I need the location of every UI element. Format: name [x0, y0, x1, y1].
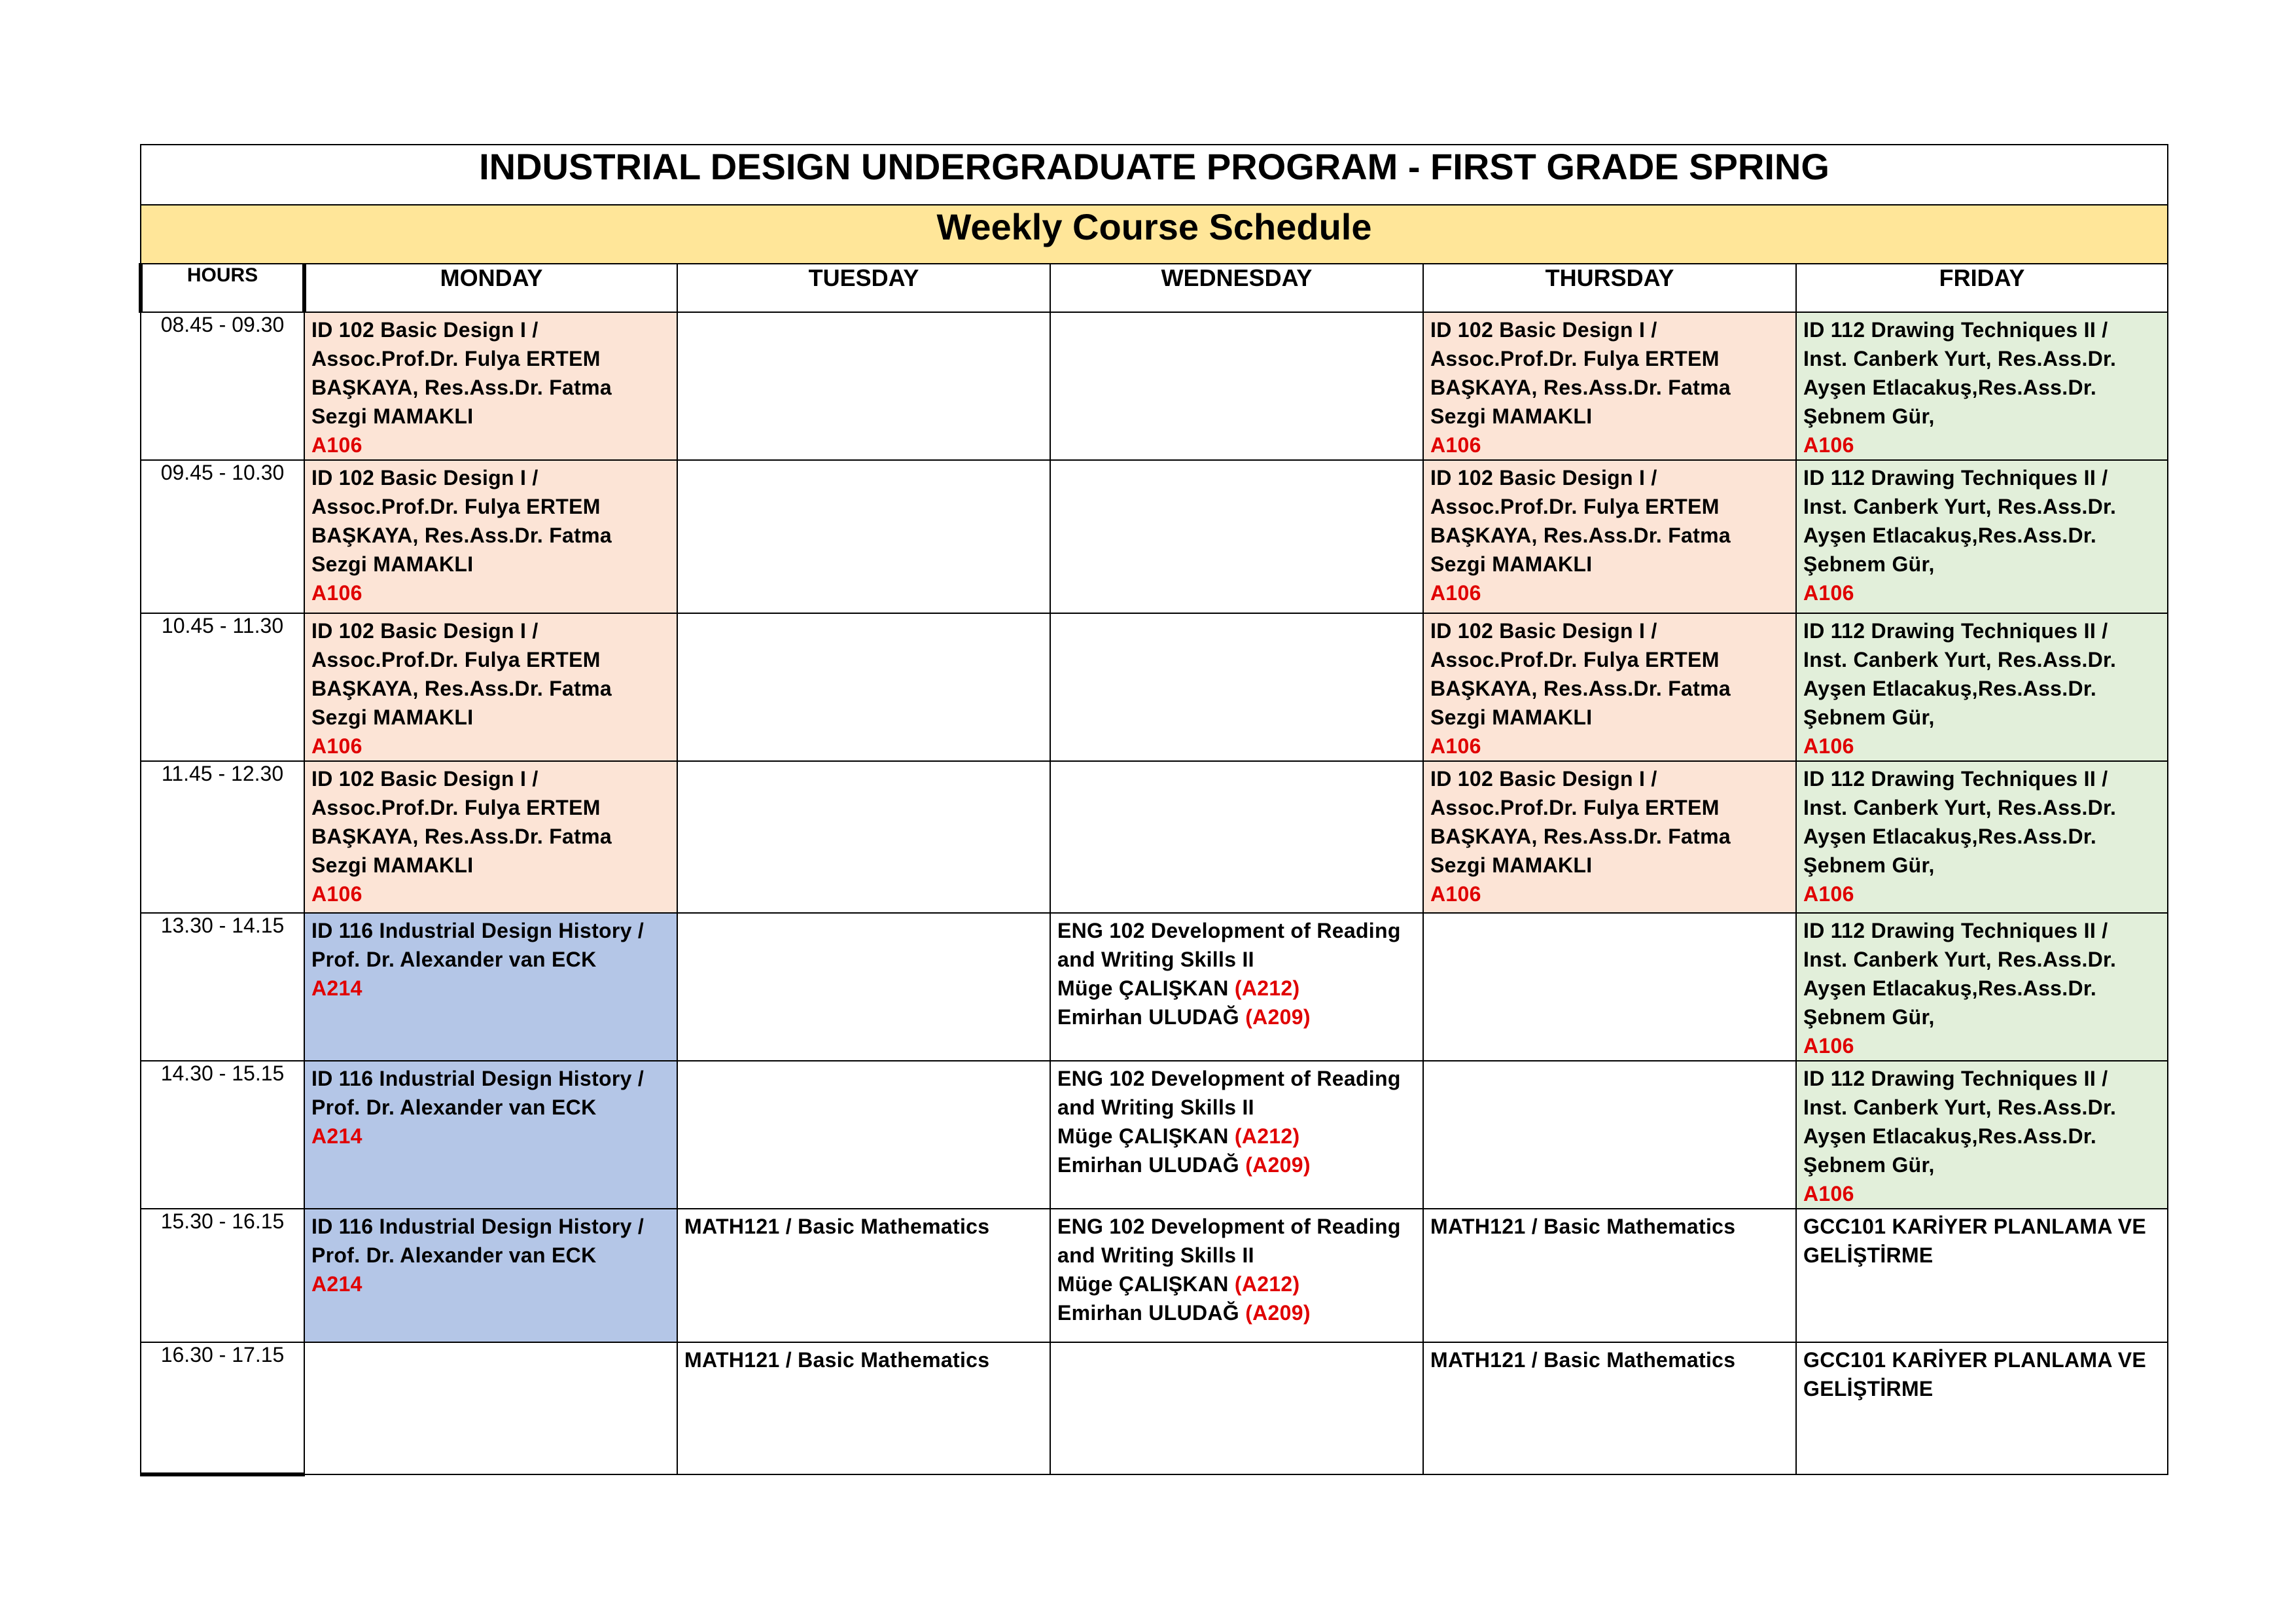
course-text-line: BAŞKAYA, Res.Ass.Dr. Fatma: [1430, 376, 1731, 399]
course-cell-eng102: [1050, 913, 1423, 1061]
course-text-line: Inst. Canberk Yurt, Res.Ass.Dr.: [1803, 347, 2117, 370]
schedule-subtitle: Weekly Course Schedule: [141, 205, 2168, 264]
empty-cell: [1050, 613, 1423, 761]
empty-cell: [677, 613, 1050, 761]
teacher-line: [1057, 1003, 1417, 1031]
schedule-row: [141, 312, 2168, 460]
teacher-name: Emirhan ULUDAĞ: [1057, 1005, 1246, 1029]
course-text-line: MATH121 / Basic Mathematics: [1430, 1348, 1736, 1372]
course-text-line: MATH121 / Basic Mathematics: [1430, 1215, 1736, 1238]
course-cell-id112: [1796, 312, 2168, 460]
course-text-line: Prof. Dr. Alexander van ECK: [311, 948, 597, 971]
course-cell-id102: [1423, 460, 1796, 613]
course-text-line: Inst. Canberk Yurt, Res.Ass.Dr.: [1803, 648, 2117, 671]
course-text-line: Assoc.Prof.Dr. Fulya ERTEM: [311, 648, 601, 671]
empty-cell: [304, 1342, 677, 1474]
room-label: A214: [311, 1272, 362, 1296]
course-text-line: ID 102 Basic Design I /: [311, 466, 539, 490]
teacher-line: [1057, 1270, 1417, 1298]
course-cell-id102: [304, 761, 677, 913]
course-cell-id102: [304, 613, 677, 761]
tuesday-header: TUESDAY: [677, 264, 1050, 312]
course-text-line: Assoc.Prof.Dr. Fulya ERTEM: [1430, 796, 1720, 819]
teacher-name: Müge ÇALIŞKAN: [1057, 1124, 1235, 1148]
course-text-line: Inst. Canberk Yurt, Res.Ass.Dr.: [1803, 948, 2117, 971]
course-text-line: Sezgi MAMAKLI: [1430, 853, 1593, 877]
room-label: A106: [1430, 734, 1481, 758]
course-text-line: Prof. Dr. Alexander van ECK: [311, 1096, 597, 1119]
room-label: A106: [311, 433, 362, 457]
course-text-line: GELİŞTİRME: [1803, 1377, 1934, 1400]
room-label: A106: [1803, 581, 1854, 605]
course-cell-id112: [1796, 613, 2168, 761]
room-label: (A212): [1234, 1124, 1300, 1148]
teacher-name: Emirhan ULUDAĞ: [1057, 1301, 1246, 1325]
page-title: INDUSTRIAL DESIGN UNDERGRADUATE PROGRAM - FIRST GRADE SPRING: [141, 145, 2168, 205]
course-text-line: Assoc.Prof.Dr. Fulya ERTEM: [311, 796, 601, 819]
course-text-line: BAŞKAYA, Res.Ass.Dr. Fatma: [311, 524, 612, 547]
empty-cell: [1050, 761, 1423, 913]
course-text-line: ID 116 Industrial Design History /: [311, 1215, 645, 1238]
course-text-line: ID 112 Drawing Techniques II /: [1803, 767, 2108, 791]
schedule-row: [141, 761, 2168, 913]
empty-cell: [677, 761, 1050, 913]
room-label: A106: [311, 734, 362, 758]
course-text-line: BAŞKAYA, Res.Ass.Dr. Fatma: [1430, 677, 1731, 700]
course-cell-id112: [1796, 460, 2168, 613]
wednesday-header: WEDNESDAY: [1050, 264, 1423, 312]
course-text-line: and Writing Skills II: [1057, 1243, 1254, 1267]
course-cell-math121: [1423, 1342, 1796, 1474]
course-text-line: Sezgi MAMAKLI: [1430, 705, 1593, 729]
course-text-line: Inst. Canberk Yurt, Res.Ass.Dr.: [1803, 495, 2117, 518]
room-label: A106: [1430, 433, 1481, 457]
course-text-line: ID 112 Drawing Techniques II /: [1803, 318, 2108, 342]
course-cell-id116: [304, 1061, 677, 1209]
course-text-line: MATH121 / Basic Mathematics: [684, 1215, 990, 1238]
course-text-line: Ayşen Etlacakuş,Res.Ass.Dr.: [1803, 376, 2097, 399]
course-cell-id102: [1423, 613, 1796, 761]
room-label: A106: [311, 882, 362, 906]
course-text-line: ID 112 Drawing Techniques II /: [1803, 919, 2108, 942]
empty-cell: [1423, 1061, 1796, 1209]
course-text-line: ID 112 Drawing Techniques II /: [1803, 1067, 2108, 1090]
course-text-line: Şebnem Gür,: [1803, 1005, 1935, 1029]
empty-cell: [1050, 460, 1423, 613]
empty-cell: [1050, 312, 1423, 460]
course-text-line: Ayşen Etlacakuş,Res.Ass.Dr.: [1803, 825, 2097, 848]
course-cell-id112: [1796, 761, 2168, 913]
room-label: (A212): [1234, 1272, 1300, 1296]
empty-cell: [1050, 1342, 1423, 1474]
room-label: A106: [1430, 882, 1481, 906]
course-text-line: BAŞKAYA, Res.Ass.Dr. Fatma: [1430, 524, 1731, 547]
course-text-line: and Writing Skills II: [1057, 1096, 1254, 1119]
teacher-line: [1057, 1150, 1417, 1179]
course-text-line: ENG 102 Development of Reading: [1057, 1215, 1401, 1238]
teacher-line: [1057, 1122, 1417, 1150]
room-label: A214: [311, 1124, 362, 1148]
course-text-line: GCC101 KARİYER PLANLAMA VE: [1803, 1348, 2147, 1372]
empty-cell: [677, 913, 1050, 1061]
course-cell-id116: [304, 913, 677, 1061]
time-slot: 09.45 - 10.30: [141, 460, 304, 613]
room-label: A106: [1803, 734, 1854, 758]
course-text-line: ENG 102 Development of Reading: [1057, 1067, 1401, 1090]
course-text-line: Ayşen Etlacakuş,Res.Ass.Dr.: [1803, 524, 2097, 547]
course-text-line: Sezgi MAMAKLI: [311, 552, 474, 576]
course-cell-eng102: [1050, 1209, 1423, 1342]
schedule-row: [141, 1209, 2168, 1342]
time-slot: 08.45 - 09.30: [141, 312, 304, 460]
course-cell-gcc101: [1796, 1342, 2168, 1474]
course-text-line: Assoc.Prof.Dr. Fulya ERTEM: [311, 347, 601, 370]
course-text-line: Assoc.Prof.Dr. Fulya ERTEM: [311, 495, 601, 518]
course-text-line: Şebnem Gür,: [1803, 705, 1935, 729]
teacher-line: [1057, 974, 1417, 1003]
empty-cell: [677, 312, 1050, 460]
empty-cell: [1423, 913, 1796, 1061]
room-label: A106: [311, 581, 362, 605]
course-text-line: BAŞKAYA, Res.Ass.Dr. Fatma: [311, 825, 612, 848]
schedule-row: [141, 1061, 2168, 1209]
course-text-line: Sezgi MAMAKLI: [311, 853, 474, 877]
schedule-row: [141, 613, 2168, 761]
course-cell-gcc101: [1796, 1209, 2168, 1342]
course-text-line: ENG 102 Development of Reading: [1057, 919, 1401, 942]
time-slot: 10.45 - 11.30: [141, 613, 304, 761]
course-cell-id102: [1423, 312, 1796, 460]
course-text-line: ID 102 Basic Design I /: [1430, 318, 1657, 342]
teacher-name: Müge ÇALIŞKAN: [1057, 1272, 1235, 1296]
room-label: A214: [311, 976, 362, 1000]
room-label: A106: [1803, 1182, 1854, 1205]
course-text-line: GELİŞTİRME: [1803, 1243, 1934, 1267]
room-label: (A212): [1234, 976, 1300, 1000]
room-label: A106: [1430, 581, 1481, 605]
teacher-name: Emirhan ULUDAĞ: [1057, 1153, 1246, 1177]
schedule-row: [141, 1342, 2168, 1474]
monday-header: MONDAY: [304, 264, 677, 312]
course-text-line: Prof. Dr. Alexander van ECK: [311, 1243, 597, 1267]
room-label: A106: [1803, 882, 1854, 906]
teacher-name: Müge ÇALIŞKAN: [1057, 976, 1235, 1000]
course-text-line: ID 112 Drawing Techniques II /: [1803, 466, 2108, 490]
room-label: (A209): [1245, 1005, 1311, 1029]
course-text-line: ID 102 Basic Design I /: [311, 318, 539, 342]
time-slot: 15.30 - 16.15: [141, 1209, 304, 1342]
time-slot: 11.45 - 12.30: [141, 761, 304, 913]
teacher-line: [1057, 1298, 1417, 1327]
room-label: A106: [1803, 433, 1854, 457]
time-slot: 14.30 - 15.15: [141, 1061, 304, 1209]
schedule-table: [139, 144, 2168, 1476]
room-label: (A209): [1245, 1153, 1311, 1177]
course-text-line: BAŞKAYA, Res.Ass.Dr. Fatma: [311, 677, 612, 700]
course-text-line: Inst. Canberk Yurt, Res.Ass.Dr.: [1803, 1096, 2117, 1119]
course-text-line: Sezgi MAMAKLI: [311, 705, 474, 729]
course-text-line: ID 116 Industrial Design History /: [311, 1067, 645, 1090]
course-text-line: ID 102 Basic Design I /: [1430, 619, 1657, 643]
course-text-line: Ayşen Etlacakuş,Res.Ass.Dr.: [1803, 976, 2097, 1000]
course-text-line: Assoc.Prof.Dr. Fulya ERTEM: [1430, 495, 1720, 518]
hours-header: HOURS: [141, 264, 304, 312]
course-text-line: and Writing Skills II: [1057, 948, 1254, 971]
course-text-line: Assoc.Prof.Dr. Fulya ERTEM: [1430, 347, 1720, 370]
course-text-line: Şebnem Gür,: [1803, 1153, 1935, 1177]
course-cell-id102: [1423, 761, 1796, 913]
schedule-row: [141, 460, 2168, 613]
course-text-line: Şebnem Gür,: [1803, 853, 1935, 877]
course-cell-math121: [677, 1209, 1050, 1342]
empty-cell: [677, 460, 1050, 613]
course-text-line: Şebnem Gür,: [1803, 552, 1935, 576]
empty-cell: [677, 1061, 1050, 1209]
course-text-line: Şebnem Gür,: [1803, 404, 1935, 428]
course-text-line: Inst. Canberk Yurt, Res.Ass.Dr.: [1803, 796, 2117, 819]
course-cell-id112: [1796, 1061, 2168, 1209]
thursday-header: THURSDAY: [1423, 264, 1796, 312]
course-text-line: MATH121 / Basic Mathematics: [684, 1348, 990, 1372]
course-cell-eng102: [1050, 1061, 1423, 1209]
course-text-line: ID 102 Basic Design I /: [311, 619, 539, 643]
schedule-row: [141, 913, 2168, 1061]
schedule-sheet: [139, 144, 2166, 1476]
course-text-line: ID 102 Basic Design I /: [1430, 767, 1657, 791]
course-text-line: Ayşen Etlacakuş,Res.Ass.Dr.: [1803, 677, 2097, 700]
course-cell-id102: [304, 312, 677, 460]
time-slot: 13.30 - 14.15: [141, 913, 304, 1061]
course-text-line: ID 102 Basic Design I /: [1430, 466, 1657, 490]
course-text-line: BAŞKAYA, Res.Ass.Dr. Fatma: [311, 376, 612, 399]
course-text-line: GCC101 KARİYER PLANLAMA VE: [1803, 1215, 2147, 1238]
course-text-line: ID 116 Industrial Design History /: [311, 919, 645, 942]
friday-header: FRIDAY: [1796, 264, 2168, 312]
room-label: A106: [1803, 1034, 1854, 1058]
room-label: (A209): [1245, 1301, 1311, 1325]
course-text-line: Assoc.Prof.Dr. Fulya ERTEM: [1430, 648, 1720, 671]
course-cell-id112: [1796, 913, 2168, 1061]
time-slot: 16.30 - 17.15: [141, 1342, 304, 1474]
course-cell-id102: [304, 460, 677, 613]
course-text-line: Ayşen Etlacakuş,Res.Ass.Dr.: [1803, 1124, 2097, 1148]
course-cell-math121: [677, 1342, 1050, 1474]
course-text-line: BAŞKAYA, Res.Ass.Dr. Fatma: [1430, 825, 1731, 848]
course-text-line: ID 102 Basic Design I /: [311, 767, 539, 791]
course-text-line: Sezgi MAMAKLI: [1430, 404, 1593, 428]
course-text-line: ID 112 Drawing Techniques II /: [1803, 619, 2108, 643]
course-text-line: Sezgi MAMAKLI: [1430, 552, 1593, 576]
course-text-line: Sezgi MAMAKLI: [311, 404, 474, 428]
course-cell-id116: [304, 1209, 677, 1342]
course-cell-math121: [1423, 1209, 1796, 1342]
